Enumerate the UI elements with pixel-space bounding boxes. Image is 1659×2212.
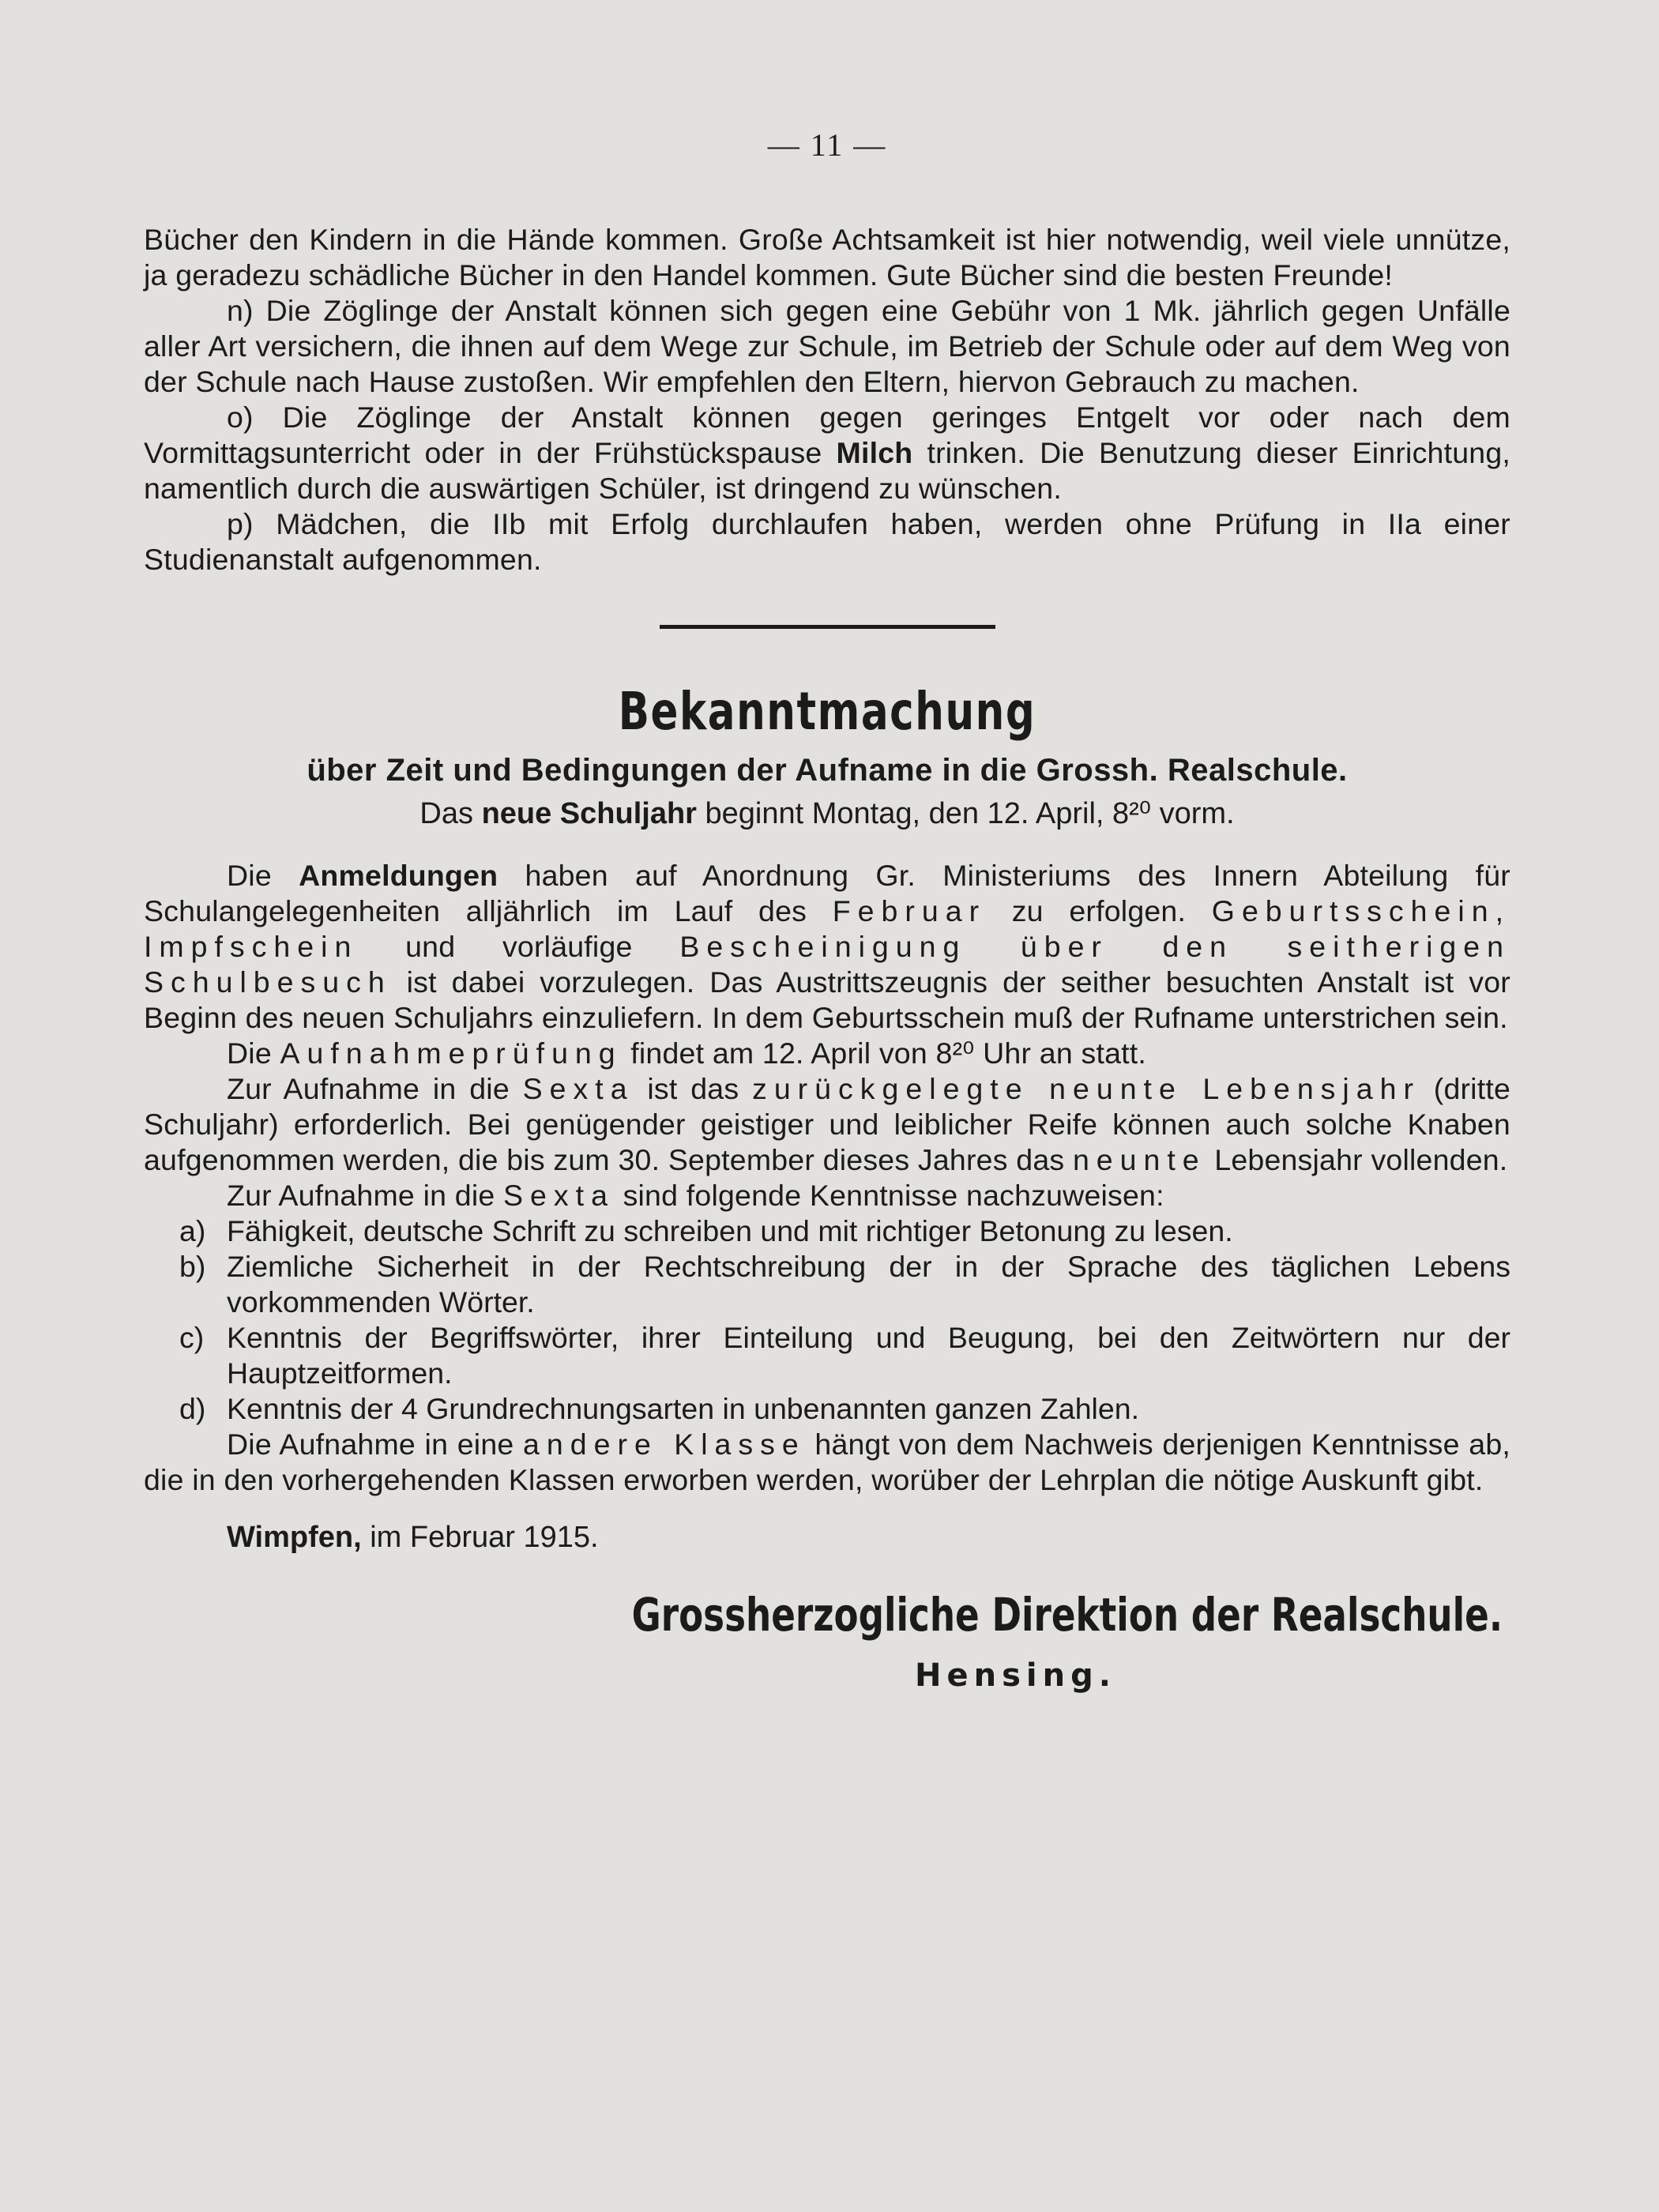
sexta-text-4: Lebensjahr vollenden. [1214,1143,1508,1176]
schoolyear-emphasis: neue Schuljahr [481,797,697,830]
paragraph-o-text-1: o) Die Zöglinge der Anstalt können gegen geringes Entgelt vor oder nach dem Vormittagsunterricht oder in der Frühstückspause [144,401,1510,469]
registration-spaced-3: Bescheinigung über den seitherigen Schulbesuch [144,930,1510,999]
announcement-subtitle: über Zeit und Bedingungen der Aufname in die Grossh. Realschule. [307,753,1348,788]
place-date-line [227,1518,1510,1556]
list-item-text: Fähigkeit, deutsche Schrift zu schreiben und mit richtiger Betonung zu lesen. [227,1214,1233,1247]
registration-spaced-2: Geburtsschein, Impfschein [144,894,1510,963]
sexta-spaced-1: Sexta [522,1072,634,1105]
sexta-text-2: ist das [647,1072,739,1105]
paragraph-books: Bücher den Kindern in die Hände kommen. Große Achtsamkeit ist hier notwendig, weil viele unnütze, ja geradezu schädliche Bücher in den Handel kommen. Gute Bücher sind die besten Freunde! [144,223,1510,292]
paragraph-registration [144,858,1510,1036]
knowledge-text-1: Zur Aufnahme in die [227,1179,495,1212]
schoolyear-text-1: Das [419,797,473,830]
signer-name: Hensing. [915,1657,1116,1694]
requirements-list [144,1213,1510,1427]
paragraph-sexta-age [144,1071,1510,1178]
place-name: Wimpfen, [227,1521,362,1554]
other-spaced: andere Klasse [523,1428,806,1461]
page-number: — 11 — [767,127,887,163]
list-item [144,1249,1510,1320]
list-item-text: Kenntnis der 4 Grundrechnungsarten in unbenannten ganzen Zahlen. [227,1392,1140,1425]
paragraph-knowledge-intro [144,1178,1510,1213]
registration-text-2: zu erfolgen. [1011,894,1187,927]
schoolyear-line [144,795,1510,833]
signature-institution: Grossherzogliche Direktion der Realschule. [631,1588,1503,1642]
knowledge-spaced: Sexta [503,1179,615,1212]
list-item-text: Ziemliche Sicherheit in der Rechtschreibung der in der Sprache des täglichen Lebens vorkommenden Wörter. [227,1250,1510,1319]
registration-spaced-1: Februar [832,894,987,927]
registration-text-4: ist dabei vorzulegen. Das Austrittszeugnis der seither besuchten Anstalt ist vor Beginn des neuen Schuljahrs einzuliefern. In dem Geburtsschein muß der Rufname unterstrichen sein. [144,965,1510,1034]
section-divider [660,625,995,629]
paragraph-o-milk [144,400,1510,506]
exam-spaced: Aufnahmeprüfung [280,1036,623,1070]
sexta-text-1: Zur Aufnahme in die [227,1072,510,1105]
paragraph-p-girls: p) Mädchen, die IIb mit Erfolg durchlaufen haben, werden ohne Prüfung in IIa einer Studienanstalt aufgenommen. [144,507,1510,576]
announcement-headline: Bekanntmachung [618,681,1036,742]
paragraph-o-text-2: trinken. Die Benutzung dieser Einrichtung, namentlich durch die auswärtigen Schüler, ist dringend zu wünschen. [144,436,1510,505]
registration-text-3: und vorläufige [405,930,633,963]
registration-text-0: Die [227,859,272,892]
list-item [144,1213,1510,1249]
sexta-spaced-2: zurückgelegte neunte Lebensjahr [752,1072,1420,1105]
schoolyear-text-2: beginnt Montag, den 12. April, 8²⁰ vorm. [705,797,1235,830]
paragraph-n-insurance: n) Die Zöglinge der Anstalt können sich gegen eine Gebühr von 1 Mk. jährlich gegen Unfälle aller Art versichern, die ihnen auf dem Wege zur Schule, im Betrieb der Schule oder auf dem Weg von der Schule nach Hause zustoßen. Wir empfehlen den Eltern, hiervon Gebrauch zu machen. [144,294,1510,398]
list-item-label: b) [179,1250,206,1283]
other-text-2: hängt von dem Nachweis derjenigen Kenntnisse ab, die in den vorhergehenden Klassen erworben werden, worüber der Lehrplan die nötige Auskunft gibt. [144,1428,1511,1496]
milk-emphasis: Milch [836,436,913,469]
list-item-text: Kenntnis der Begriffswörter, ihrer Einteilung und Beugung, bei den Zeitwörtern nur der Hauptzeitformen. [227,1321,1510,1390]
exam-text-1: Die [227,1036,272,1070]
sexta-spaced-3: neunte [1072,1143,1206,1176]
list-item [144,1391,1510,1427]
registration-emphasis: Anmeldungen [299,859,498,892]
registration-text-1: haben auf Anordnung Gr. Ministeriums des Innern Abteilung für Schulangelegenheiten alljährlich im Lauf des [144,859,1510,927]
sexta-text-3: (dritte Schuljahr) erforderlich. Bei genügender geistiger und leiblicher Reife können auch solche Knaben aufgenommen werden, die bis zum 30. September dieses Jahres das [144,1072,1511,1176]
other-text-1: Die Aufnahme in eine [227,1428,514,1461]
exam-text-2: findet am 12. April von 8²⁰ Uhr an statt. [630,1036,1146,1070]
paragraph-other-class [144,1427,1510,1498]
list-item-label: a) [179,1214,206,1247]
list-item-label: d) [179,1392,206,1425]
list-item [144,1320,1510,1391]
knowledge-text-2: sind folgende Kenntnisse nachzuweisen: [623,1179,1164,1212]
list-item-label: c) [179,1321,205,1354]
paragraph-exam [144,1036,1510,1071]
date-text: im Februar 1915. [370,1521,599,1554]
